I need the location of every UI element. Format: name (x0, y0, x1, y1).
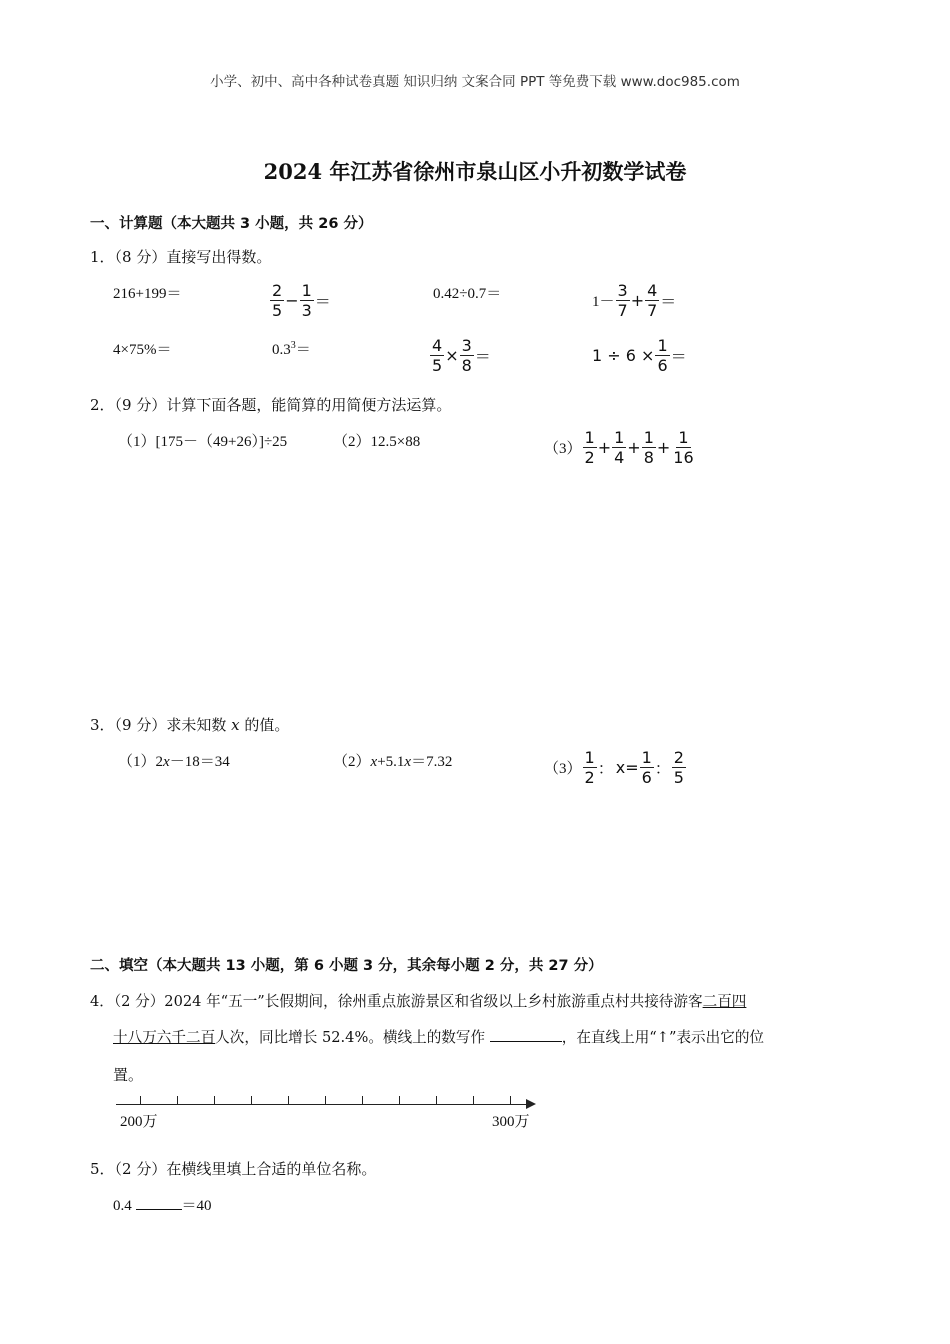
fraction: $\frac{1}{2}$ (584, 428, 595, 467)
fraction: $\frac{1}{6}$ (657, 336, 668, 375)
fraction: $\frac{1}{4}$ (614, 428, 625, 467)
question-4-line-2: 十八万六千二百人次，同比增长 52.4%。横线上的数写作 ，在直线上用“↑”表示出它的位 (113, 1029, 765, 1046)
q3-part-3: （3） $\frac{1}{2}$ ： x= $\frac{1}{6}$ ： $\frac{2}{5}$ (544, 748, 684, 787)
q1-item-4: 1－ $\frac{3}{7}$ + $\frac{4}{7}$ ＝ (592, 281, 677, 320)
number-line-tick (251, 1096, 252, 1105)
fraction: $\frac{2}{5}$ (673, 748, 684, 787)
q1-item-1: 216+199＝ (113, 286, 182, 302)
fraction: $\frac{1}{6}$ (641, 748, 652, 787)
fraction: $\frac{2}{5}$ (272, 281, 283, 320)
fraction: $\frac{3}{7}$ (617, 281, 628, 320)
fraction: $\frac{1}{3}$ (301, 281, 312, 320)
q1-item-8: 1 ÷ 6 × $\frac{1}{6}$ ＝ (592, 336, 687, 375)
number-line-tick (362, 1096, 363, 1105)
number-line-tick (510, 1096, 511, 1105)
number-line-tick (325, 1096, 326, 1105)
q2-part-2: （2）12.5×88 (333, 434, 421, 450)
question-1-label: 1．（8 分）直接写出得数。 (90, 248, 272, 266)
section-1-heading: 一、计算题（本大题共 3 小题，共 26 分） (90, 216, 373, 232)
fraction: $\frac{3}{8}$ (461, 336, 472, 375)
answer-blank[interactable] (490, 1041, 562, 1042)
question-5-label: 5．（2 分）在横线里填上合适的单位名称。 (90, 1160, 377, 1178)
number-line-tick (214, 1096, 215, 1105)
q3-part-2: （2）x+5.1x＝7.32 (333, 754, 453, 770)
question-2-label: 2．（9 分）计算下面各题，能简算的用简便方法运算。 (90, 396, 452, 414)
page-header: 小学、初中、高中各种试卷真题 知识归纳 文案合同 PPT 等免费下载 www.doc985.com (210, 74, 740, 90)
q1-item-5: 4×75%＝ (113, 342, 172, 358)
question-4-line-3: 置。 (113, 1066, 144, 1084)
fraction: $\frac{4}{5}$ (432, 336, 443, 375)
q2-part-1: （1）[175－（49+26）]÷25 (118, 434, 288, 450)
number-line-tick (140, 1096, 141, 1105)
fraction: $\frac{1}{16}$ (673, 428, 694, 467)
number-line-tick (473, 1096, 474, 1105)
page-title: 2024 年江苏省徐州市泉山区小升初数学试卷 (263, 159, 687, 184)
fraction: $\frac{1}{2}$ (584, 748, 595, 787)
fraction: $\frac{1}{8}$ (643, 428, 654, 467)
number-line-tick (177, 1096, 178, 1105)
q5-expression: 0.4 ＝40 (113, 1198, 212, 1214)
q1-item-2: $\frac{2}{5}$ − $\frac{1}{3}$ ＝ (272, 281, 331, 320)
number-line-end-label: 300万 (492, 1114, 530, 1130)
number-line-arrow (526, 1099, 536, 1109)
question-4-line-1: 4．（2 分）2024 年“五一”长假期间，徐州重点旅游景区和省级以上乡村旅游重点村共接待游客二百四 (90, 993, 747, 1010)
q3-part-1: （1）2x－18＝34 (118, 754, 230, 770)
section-2-heading: 二、填空（本大题共 13 小题，第 6 小题 3 分，其余每小题 2 分，共 27 分） (90, 958, 603, 974)
q1-item-7: $\frac{4}{5}$ × $\frac{3}{8}$ ＝ (432, 336, 491, 375)
number-line-tick (436, 1096, 437, 1105)
q1-item-3: 0.42÷0.7＝ (433, 286, 502, 302)
q2-part-3: （3） $\frac{1}{2}$ + $\frac{1}{4}$ + $\frac{1}{8}$ + $\frac{1}{16}$ (544, 428, 694, 467)
q1-item-6: $0.3^3=$ (272, 340, 311, 358)
answer-blank[interactable] (136, 1209, 182, 1210)
number-line-start-label: 200万 (120, 1114, 158, 1130)
fraction: $\frac{4}{7}$ (647, 281, 658, 320)
number-line-tick (288, 1096, 289, 1105)
question-3-label: 3．（9 分）求未知数 x 的值。 (90, 716, 290, 734)
number-line-tick (399, 1096, 400, 1105)
